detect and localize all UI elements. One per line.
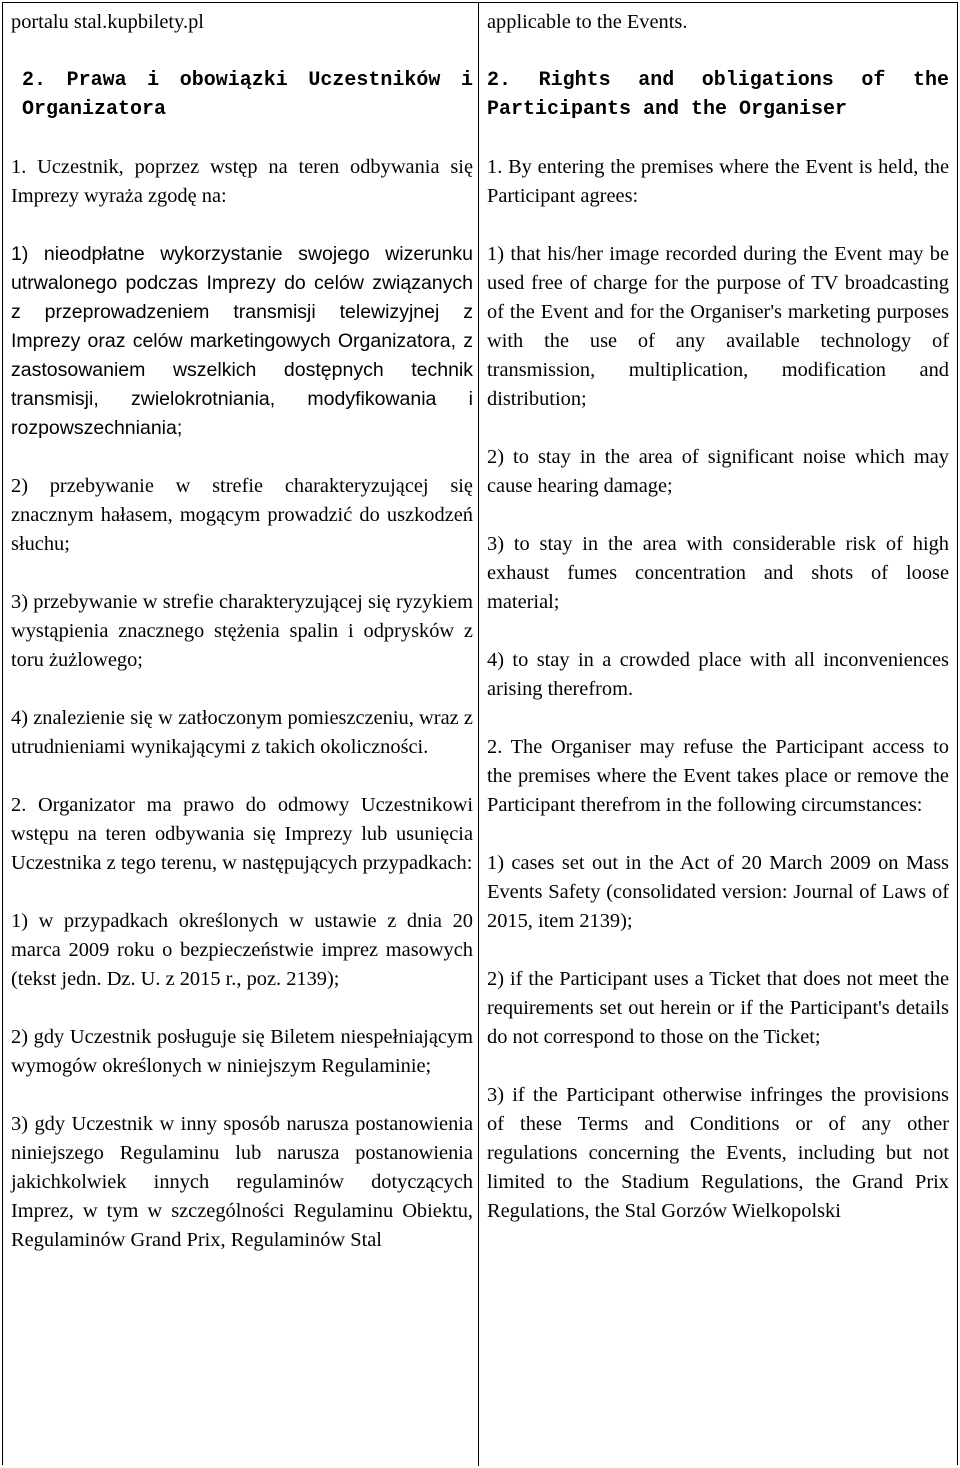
left-item-1-2: 2) przebywanie w strefie charakteryzującej się znacznym hałasem, mogącym prowadzić do uszkodzeń słuchu; xyxy=(11,475,473,555)
english-column xyxy=(487,8,949,1226)
right-item-2-2: 2) if the Participant uses a Ticket that does not meet the requirements set out herein or if the Participant's details do not correspond to those on the Ticket; xyxy=(487,968,949,1048)
left-item-1-3: 3) przebywanie w strefie charakteryzującej się ryzykiem wystąpienia znacznego stężenia spalin i odprysków z toru żużlowego; xyxy=(11,591,473,671)
right-item-2-3: 3) if the Participant otherwise infringes the provisions of these Terms and Conditions or of any other regulations concerning the Events, including but not limited to the Stadium Regulations, the Grand Prix Regulations, the Stal Gorzów Wielkopolski xyxy=(487,1084,949,1222)
left-item-2-3: 3) gdy Uczestnik w inny sposób narusza postanowienia niniejszego Regulaminu lub narusza postanowienia jakichkolwiek innych regulaminów dotyczących Imprez, w tym w szczególności Regulaminu Obiektu, Regulaminów Grand Prix, Regulaminów Stal xyxy=(11,1113,473,1251)
column-divider xyxy=(478,2,479,1466)
right-section-heading: 2. Rights and obligations of the Participants and the Organiser xyxy=(487,69,949,121)
right-paragraph-2: 2. The Organiser may refuse the Participant access to the premises where the Event takes place or remove the Participant therefrom in the following circumstances: xyxy=(487,736,949,816)
right-item-1-2: 2) to stay in the area of significant noise which may cause hearing damage; xyxy=(487,446,949,497)
polish-column xyxy=(11,8,473,1255)
left-item-1-1: 1) nieodpłatne wykorzystanie swojego wizerunku utrwalonego podczas Imprezy do celów związanych z przeprowadzeniem transmisji telewizyjnej z Imprezy oraz celów marketingowych Organizatora, z zastosowaniem wszelkich dostępnych technik transmisji, zwielokrotniania, modyfikowania i rozpowszechniania; xyxy=(11,243,473,439)
left-paragraph-1: 1. Uczestnik, poprzez wstęp na teren odbywania się Imprezy wyraża zgodę na: xyxy=(11,156,473,207)
right-intro: applicable to the Events. xyxy=(487,11,688,33)
left-section-heading: 2. Prawa i obowiązki Uczestników i Organizatora xyxy=(22,69,473,121)
right-paragraph-1: 1. By entering the premises where the Event is held, the Participant agrees: xyxy=(487,156,949,207)
left-intro: portalu stal.kupbilety.pl xyxy=(11,11,204,33)
left-item-2-1: 1) w przypadkach określonych w ustawie z dnia 20 marca 2009 roku o bezpieczeństwie imprez masowych (tekst jedn. Dz. U. z 2015 r., poz. 2139); xyxy=(11,910,473,990)
left-item-2-2: 2) gdy Uczestnik posługuje się Biletem niespełniającym wymogów określonych w niniejszym Regulaminie; xyxy=(11,1026,473,1077)
right-item-1-3: 3) to stay in the area with considerable risk of high exhaust fumes concentration and shots of loose material; xyxy=(487,533,949,613)
right-item-2-1: 1) cases set out in the Act of 20 March 2009 on Mass Events Safety (consolidated version: Journal of Laws of 2015, item 2139); xyxy=(487,852,949,932)
right-item-1-4: 4) to stay in a crowded place with all inconveniences arising therefrom. xyxy=(487,649,949,700)
right-item-1-1: 1) that his/her image recorded during the Event may be used free of charge for the purpose of TV broadcasting of the Event and for the Organiser's marketing purposes with the use of any available technology of transmission, multiplication, modification and distribution; xyxy=(487,243,949,410)
left-paragraph-2: 2. Organizator ma prawo do odmowy Uczestnikowi wstępu na teren odbywania się Imprezy lub usunięcia Uczestnika z tego terenu, w następujących przypadkach: xyxy=(11,794,473,874)
left-item-1-4: 4) znalezienie się w zatłoczonym pomieszczeniu, wraz z utrudnieniami wynikającymi z takich okoliczności. xyxy=(11,707,473,758)
